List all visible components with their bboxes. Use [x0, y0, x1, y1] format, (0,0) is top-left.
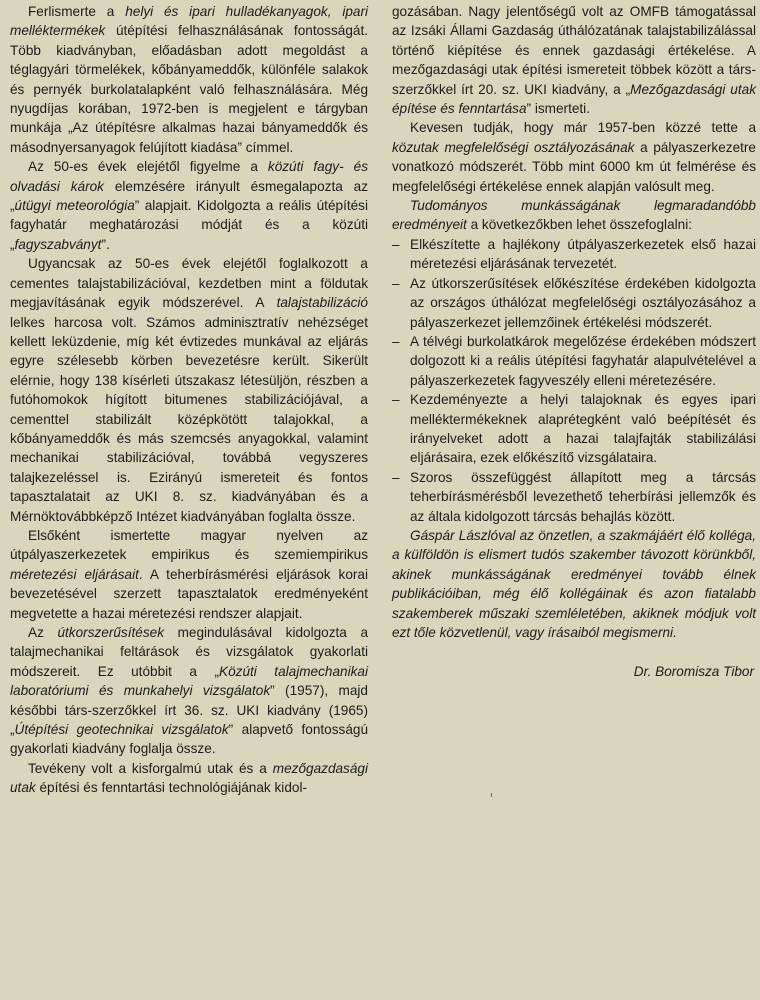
- achievements-list: [392, 235, 756, 526]
- dash-mark: –: [392, 236, 400, 252]
- emphasis: Közúti talajmechanikai laboratóriumi és munkahelyi vizsgálatok: [10, 663, 368, 699]
- list-item: – Az útkorszerűsítések előkészítése érdekében kidolgozta az országos úthálózat megfelelőségi osztályozásához a pályaszerkezet jellemzőinek értékelési módszerét.: [392, 275, 756, 330]
- paragraph: Az 50-es évek elejétől figyelme a közúti fagy- és olvadási károk elemzésére irányult ésmegalapozta az „útügyi meteorológia” alapjait. Kidolgozta a reális útépítési fagyhatár meghatározási módját és a közúti „fagyszabványt”.: [10, 159, 368, 252]
- paragraph: Kevesen tudják, hogy már 1957-ben közzé tette a közutak megfelelőségi osztályozásának a pályaszerkezetre vonatkozó módszerét. Több mint 6000 km út felmérése és megfelelőségi értékelése ennek alapján valósult meg.: [392, 120, 756, 194]
- emphasis: útkorszerűsítések: [57, 625, 164, 640]
- paragraph: gozásában. Nagy jelentőségű volt az OMFB támogatással az Izsáki Állami Gazdaság úthálózatának talajstabilizálással történő kiépítése és ennek gazdasági értékelése. A mezőgazdasági utak építési ismereteit többek között a társ-szerzőkkel írt 20. sz. UKI kiadvány, a „Mezőgazdasági utak építése és fenntartása” ismerteti.: [392, 4, 757, 117]
- list-item: – Kezdeményezte a helyi talajoknak és egyes ipari melléktermékeknek alaprétegként való beépítését és irányelveket adott a hazai talajfajták stabilizálási eljárásaira, ezek előkészítő vizsgálataira.: [392, 392, 756, 466]
- closing-paragraph: Gáspár Lászlóval az önzetlen, a szakmájáért élő kolléga, a külföldön is elismert tudós szakember távozott körünkből, akinek munkásságának eredményei tovább élnek publikációiban, még élő kollégáinak és azon fiatalabb szakemberek műszaki szemléletében, akiknek módjuk volt ezt tőle közvetlenül, vagy írásaiból megismerni.: [392, 527, 756, 640]
- paragraph: Elsőként ismertette magyar nyelven az útpályaszerkezetek empirikus és szemiempirikus méretezési eljárásait. A teherbírásmérési eljárások korai bevezetésével szerzett tapasztalatok eredményeként megvetette a hazai méretezési rendszer alapjait.: [10, 527, 368, 621]
- emphasis: Tudományos munkásságának legmaradandóbb eredményeit: [392, 198, 756, 233]
- paragraph: Ugyancsak az 50-es évek elejétől foglalkozott a cementes talajstabilizációval, kezdetben mint a földutak megjavításának egyik módszerével. A talajstabilizáció lelkes harcosa volt. Számos adminisztratív nehézséget kellett leküzdenie, míg két évtizedes munkával az eljárás egyre szélesebb körben bevezetésre került. Sikerült elérnie, hogy 138 kísérleti útszakasz létesüljön, részben a futóhomokok hígított bitumenes stabilizációjával, a cementtel stabilizált középkötött talajokkal, a kőbányameddők és más szemcsés anyagokkal, valamint mechanikai stabilizációval, továbbá vegyszeres talajkezeléssel is. Ezirányú ismereteit és fontos tapasztalatait az UKI 8. sz. kiadványában és a Mérnöktovábbképző Intézet kiadványában foglalta össze.: [10, 256, 368, 524]
- list-item: – A télvégi burkolatkárok megelőzése érdekében módszert dolgozott ki a reális útépítési fagyhatár alapulvételével a pályaszerkezetek fagyveszély elleni méretezésére.: [392, 333, 756, 388]
- paragraph: Az útkorszerűsítések megindulásával kidolgozta a talajmechanikai feltárások és vizsgálatok gyakorlati módszereit. Ez utóbbit a „Közúti talajmechanikai laboratóriumi és munkahelyi vizsgálatok” (1957), majd későbbi társ-szerzőkkel írt 36. sz. UKI kiadvány (1965) „Útépítési geotechnikai vizsgálatok” alapvető fontosságú gyakorlati kiadvány foglalja össze.: [10, 625, 369, 757]
- emphasis: közúti fagy- és olvadási károk: [10, 159, 368, 194]
- emphasis: közutak megfelelőségi osztályozásának: [392, 139, 635, 155]
- emphasis: útügyi meteorológia: [14, 198, 135, 214]
- right-column: [392, 2, 756, 682]
- signature: Dr. Boromisza Tibor: [633, 664, 754, 680]
- paragraph: Ferlismerte a helyi és ipari hulladékanyagok, ipari melléktermékek útépítési felhasználásának fontosságát. Több kiadványban, előadásban adott megoldást a téglagyári törmelékek, kőbányameddők, különféle salakok és pernyék burkolatalapként való felhasználására. Még nyugdíjas korában, 1972-ben is megjelent e tárgyban munkája „Az útépítésre alkalmas hazai bányameddők és másodnyersanyagok felújított kiadása” címmel.: [10, 4, 369, 155]
- paragraph: Tevékeny volt a kisforgalmú utak és a mezőgazdasági utak építési és fenntartási technológiájának kidol-: [10, 760, 368, 796]
- emphasis: Mezőgazdasági utak építése és fenntartása: [392, 81, 757, 117]
- emphasis: mezőgazdasági utak: [10, 760, 368, 796]
- left-column: [10, 2, 368, 798]
- paragraph: Tudományos munkásságának legmaradandóbb eredményeit a következőkben lehet összefoglalni:: [392, 198, 756, 233]
- list-item: – Elkészítette a hajlékony útpályaszerkezetek első hazai méretezési eljárásának tervezetét.: [392, 236, 756, 272]
- emphasis: fagyszabványt: [14, 236, 102, 252]
- emphasis: talajstabilizáció: [276, 295, 368, 311]
- dash-mark: –: [392, 333, 400, 349]
- dash-mark: –: [392, 469, 400, 485]
- emphasis: méretezési eljárásait: [10, 566, 139, 582]
- print-speck: [491, 793, 492, 797]
- dash-mark: –: [392, 392, 400, 408]
- dash-mark: –: [392, 275, 400, 291]
- emphasis: helyi és ipari hulladékanyagok, ipari melléktermékek: [10, 4, 369, 39]
- emphasis: Útépítési geotechnikai vizsgálatok: [14, 722, 229, 738]
- list-item: – Szoros összefüggést állapított meg a tárcsás teherbírásmérésből levezethető teherbírási jellemzők és az általa kidolgozott tárcsás behajlás között.: [392, 469, 756, 524]
